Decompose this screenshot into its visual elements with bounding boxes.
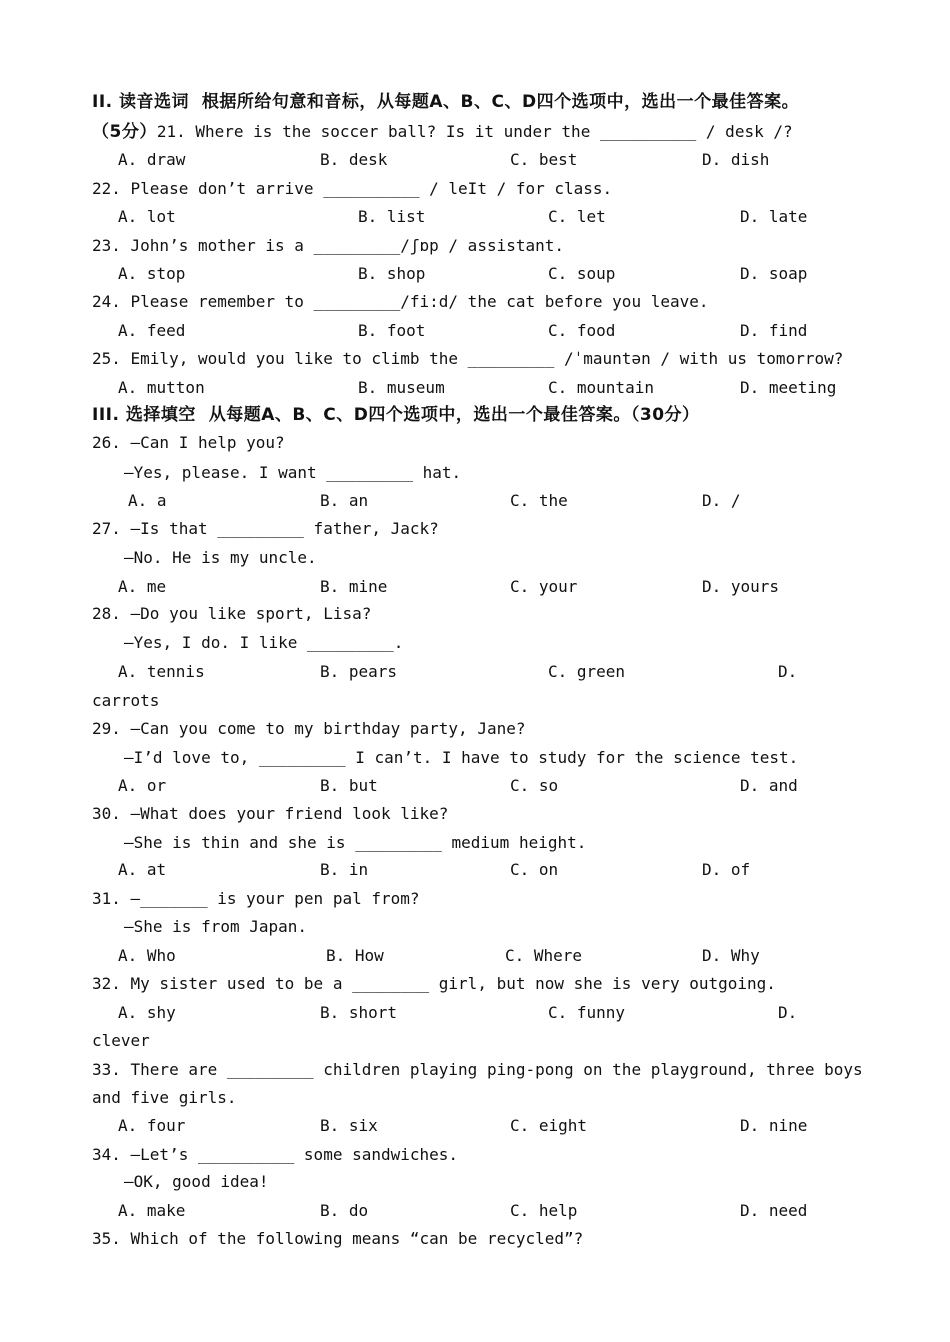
q22-option-d[interactable]: D. late (740, 207, 808, 226)
q34-line2: –OK, good idea! (124, 1172, 269, 1191)
q24-option-d[interactable]: D. find (740, 321, 808, 340)
q25-option-c[interactable]: C. mountain (548, 378, 654, 397)
q32-option-d[interactable]: D. (778, 1003, 798, 1022)
q21-option-c[interactable]: C. best (510, 150, 578, 169)
q26-option-c[interactable]: C. the (510, 491, 568, 510)
q21-option-b[interactable]: B. desk (320, 150, 388, 169)
q23-option-c[interactable]: C. soup (548, 264, 616, 283)
q21-stem-line (92, 119, 793, 145)
q30-option-d[interactable]: D. of (702, 860, 751, 879)
q28-line2: –Yes, I do. I like _________. (124, 633, 404, 652)
q28-option-a[interactable]: A. tennis (118, 662, 205, 681)
q33-line2: and five girls. (92, 1088, 237, 1107)
q25-stem: 25. Emily, would you like to climb the _________ /ˈmauntən / with us tomorrow? (92, 349, 844, 368)
q29-option-d[interactable]: D. and (740, 776, 798, 795)
section-iii-heading: III. 选择填空 从每题A、B、C、D四个选项中，选出一个最佳答案。（30分） (92, 405, 700, 425)
q24-option-b[interactable]: B. foot (358, 321, 426, 340)
q29-stem: 29. –Can you come to my birthday party, Jane? (92, 719, 526, 738)
q31-option-d[interactable]: D. Why (702, 946, 760, 965)
q30-line2: –She is thin and she is _________ medium height. (124, 833, 587, 852)
q30-option-c[interactable]: C. on (510, 860, 559, 879)
q25-option-a[interactable]: A. mutton (118, 378, 205, 397)
q27-option-c[interactable]: C. your (510, 577, 578, 596)
q34-stem: 34. –Let’s __________ some sandwiches. (92, 1145, 459, 1164)
q34-option-d[interactable]: D. need (740, 1201, 808, 1220)
q24-option-c[interactable]: C. food (548, 321, 616, 340)
q34-option-a[interactable]: A. make (118, 1201, 186, 1220)
q22-option-a[interactable]: A. lot (118, 207, 176, 226)
q29-line2: –I’d love to, _________ I can’t. I have to study for the science test. (124, 748, 799, 767)
q21-option-a[interactable]: A. draw (118, 150, 186, 169)
q31-option-a[interactable]: A. Who (118, 946, 176, 965)
section-ii-score: （5分） (92, 122, 157, 142)
q31-option-b[interactable]: B. How (326, 946, 384, 965)
q33-option-b[interactable]: B. six (320, 1116, 378, 1135)
q31-line2: –She is from Japan. (124, 917, 308, 936)
section-ii-heading: II. 读音选词 根据所给句意和音标，从每题A、B、C、D四个选项中，选出一个最佳答案。 (92, 92, 800, 112)
q23-option-d[interactable]: D. soap (740, 264, 808, 283)
q26-option-b[interactable]: B. an (320, 491, 369, 510)
q33-option-d[interactable]: D. nine (740, 1116, 808, 1135)
q35-stem: 35. Which of the following means “can be recycled”? (92, 1229, 584, 1248)
q24-option-a[interactable]: A. feed (118, 321, 186, 340)
q32-option-b[interactable]: B. short (320, 1003, 398, 1022)
q33-option-c[interactable]: C. eight (510, 1116, 588, 1135)
q26-line2: –Yes, please. I want _________ hat. (124, 463, 462, 482)
q34-option-c[interactable]: C. help (510, 1201, 578, 1220)
q31-option-c[interactable]: C. Where (505, 946, 583, 965)
q32-stem: 32. My sister used to be a ________ girl, but now she is very outgoing. (92, 974, 776, 993)
q22-option-b[interactable]: B. list (358, 207, 426, 226)
q30-option-b[interactable]: B. in (320, 860, 369, 879)
q34-option-b[interactable]: B. do (320, 1201, 369, 1220)
q26-stem: 26. –Can I help you? (92, 433, 285, 452)
q28-stem: 28. –Do you like sport, Lisa? (92, 604, 372, 623)
q30-stem: 30. –What does your friend look like? (92, 804, 449, 823)
q28-option-c[interactable]: C. green (548, 662, 626, 681)
q21-option-d[interactable]: D. dish (702, 150, 770, 169)
q23-option-b[interactable]: B. shop (358, 264, 426, 283)
q28-option-b[interactable]: B. pears (320, 662, 398, 681)
q22-option-c[interactable]: C. let (548, 207, 606, 226)
q29-option-a[interactable]: A. or (118, 776, 167, 795)
q27-option-b[interactable]: B. mine (320, 577, 388, 596)
q24-stem: 24. Please remember to _________/fi:d/ the cat before you leave. (92, 292, 709, 311)
q27-option-d[interactable]: D. yours (702, 577, 780, 596)
q26-option-a[interactable]: A. a (128, 491, 167, 510)
q32-option-c[interactable]: C. funny (548, 1003, 626, 1022)
q29-option-b[interactable]: B. but (320, 776, 378, 795)
q25-option-d[interactable]: D. meeting (740, 378, 837, 397)
q25-option-b[interactable]: B. museum (358, 378, 445, 397)
q31-stem: 31. –_______ is your pen pal from? (92, 889, 420, 908)
q21-stem: 21. Where is the soccer ball? Is it under the __________ / desk /? (156, 122, 793, 141)
q33-stem: 33. There are _________ children playing ping-pong on the playground, three boys (92, 1060, 863, 1079)
q27-option-a[interactable]: A. me (118, 577, 167, 596)
q27-line2: –No. He is my uncle. (124, 548, 317, 567)
q22-stem: 22. Please don’t arrive __________ / leIt / for class. (92, 179, 613, 198)
q23-stem: 23. John’s mother is a _________/ʃɒp / assistant. (92, 236, 565, 255)
q30-option-a[interactable]: A. at (118, 860, 167, 879)
q32-option-a[interactable]: A. shy (118, 1003, 176, 1022)
q32-option-d-text[interactable]: clever (92, 1031, 150, 1050)
q26-option-d[interactable]: D. / (702, 491, 741, 510)
q28-option-d[interactable]: D. (778, 662, 798, 681)
q28-option-d-text[interactable]: carrots (92, 691, 160, 710)
q29-option-c[interactable]: C. so (510, 776, 559, 795)
q27-stem: 27. –Is that _________ father, Jack? (92, 519, 439, 538)
q23-option-a[interactable]: A. stop (118, 264, 186, 283)
q33-option-a[interactable]: A. four (118, 1116, 186, 1135)
